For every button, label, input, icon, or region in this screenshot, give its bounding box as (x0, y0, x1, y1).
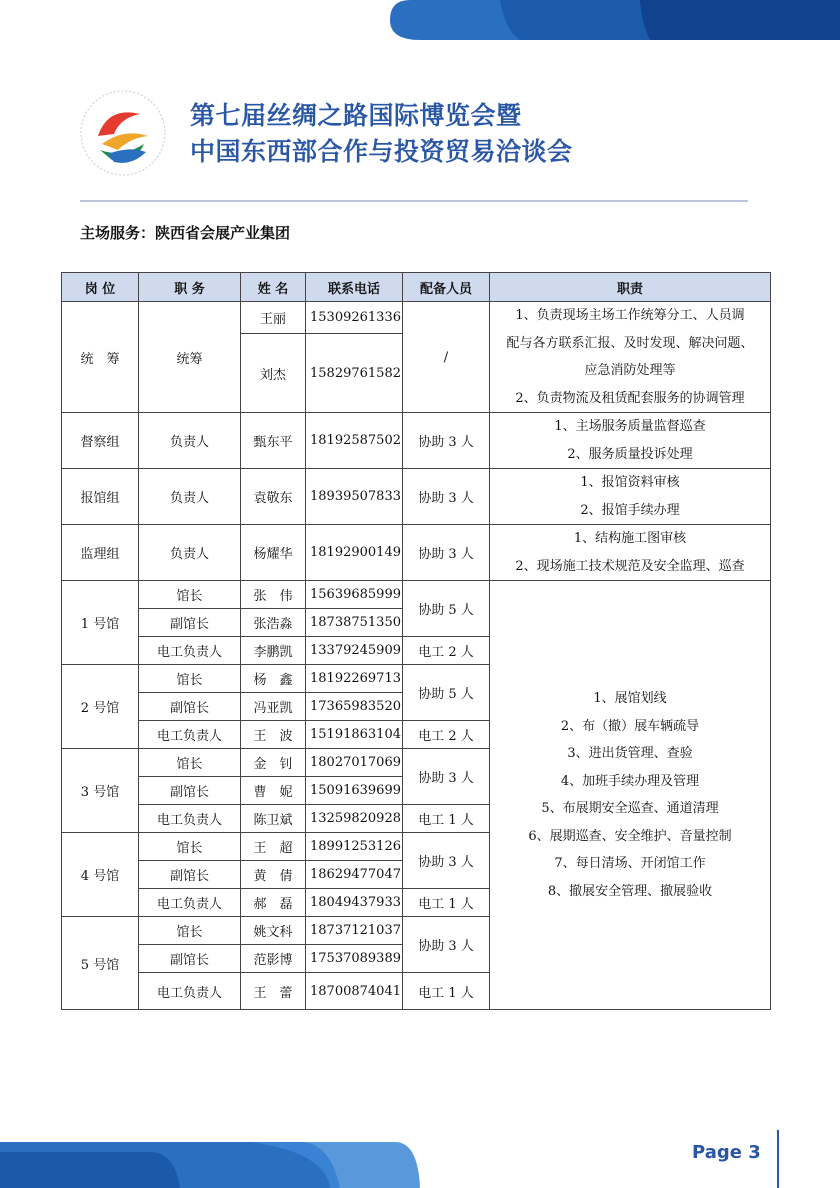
role-cell: 馆长 (139, 665, 241, 693)
duty-line: 1、展馆划线 (593, 691, 667, 706)
name-cell: 王 波 (241, 721, 306, 749)
duty-line: 应急消防处理等 (584, 363, 676, 378)
duty-line: 8、撤展安全管理、撤展验收 (547, 883, 713, 899)
phone-cell: 15091639699 (306, 777, 403, 805)
staff-cell: / (403, 302, 490, 413)
phone-cell: 13259820928 (306, 805, 403, 833)
phone-cell: 13379245909 (306, 637, 403, 665)
staff-cell: 协助 3 人 (403, 469, 490, 525)
staff-cell: 电工 1 人 (403, 805, 490, 833)
phone-cell: 18027017069 (306, 749, 403, 777)
name-cell: 张浩淼 (241, 609, 306, 637)
role-cell: 电工负责人 (139, 637, 241, 665)
staff-cell: 协助 3 人 (403, 749, 490, 805)
page-number: Page 3 (692, 1142, 761, 1163)
duty-line: 5、布展期安全巡查、通道清理 (541, 801, 719, 816)
phone-cell: 18192587502 (306, 413, 403, 469)
role-cell: 负责人 (139, 413, 241, 469)
duty-line: 1、主场服务质量监督巡查 (554, 419, 706, 434)
table-row (62, 525, 771, 581)
staff-table (61, 272, 771, 1010)
section-title: 主场服务：陕西省会展产业集团 (80, 224, 291, 242)
phone-cell: 17365983520 (306, 693, 403, 721)
name-cell: 范影博 (241, 945, 306, 973)
staff-cell: 协助 3 人 (403, 413, 490, 469)
phone-cell: 15309261336 (306, 302, 403, 334)
duties-cell (490, 469, 771, 525)
name-cell: 陈卫斌 (241, 805, 306, 833)
name-cell: 曹 妮 (241, 777, 306, 805)
duty-line: 1、负责现场主场工作统筹分工、人员调 (515, 308, 745, 323)
name-cell: 王丽 (241, 302, 306, 334)
duties-cell (490, 413, 771, 469)
post-cell: 监理组 (62, 525, 139, 581)
phone-cell: 18939507833 (306, 469, 403, 525)
duty-line: 1、报馆资料审核 (580, 475, 680, 490)
staff-cell: 协助 5 人 (403, 665, 490, 721)
post-cell: 督察组 (62, 413, 139, 469)
phone-cell: 18049437933 (306, 889, 403, 917)
role-cell: 副馆长 (139, 777, 241, 805)
col-header-duties: 职责 (490, 273, 771, 302)
col-header-role: 职 务 (139, 273, 241, 302)
duty-line: 4、加班手续办理及管理 (560, 773, 700, 789)
phone-cell: 18192269713 (306, 665, 403, 693)
name-cell: 杨 鑫 (241, 665, 306, 693)
top-decor-band (380, 0, 840, 40)
phone-cell: 18738751350 (306, 609, 403, 637)
bottom-decor-band (0, 1142, 420, 1188)
duty-line: 1、结构施工图审核 (573, 531, 687, 546)
duty-line: 2、服务质量投诉处理 (567, 446, 693, 462)
post-cell: 报馆组 (62, 469, 139, 525)
staff-cell: 电工 1 人 (403, 889, 490, 917)
silk-road-expo-logo (78, 88, 168, 178)
duty-line: 2、负责物流及租赁配套服务的协调管理 (515, 390, 745, 406)
role-cell: 副馆长 (139, 693, 241, 721)
post-cell: 5 号馆 (62, 917, 139, 1010)
duty-line: 3、进出货管理、查验 (567, 746, 693, 761)
name-cell: 杨耀华 (241, 525, 306, 581)
name-cell: 金 钊 (241, 749, 306, 777)
phone-cell: 18700874041 (306, 973, 403, 1010)
name-cell: 王 超 (241, 833, 306, 861)
name-cell: 郝 磊 (241, 889, 306, 917)
expo-title-line2: 中国东西部合作与投资贸易洽谈会 (190, 137, 573, 166)
post-cell: 统 筹 (62, 302, 139, 413)
table-row (62, 302, 771, 334)
expo-title (190, 98, 573, 170)
role-cell: 副馆长 (139, 609, 241, 637)
name-cell: 黄 倩 (241, 861, 306, 889)
post-cell: 2 号馆 (62, 665, 139, 749)
staff-cell: 协助 5 人 (403, 581, 490, 637)
role-cell: 统筹 (139, 302, 241, 413)
duty-line: 配与各方联系汇报、及时发现、解决问题、 (506, 335, 754, 351)
post-cell: 4 号馆 (62, 833, 139, 917)
role-cell: 副馆长 (139, 945, 241, 973)
duty-line: 2、布（撤）展车辆疏导 (560, 718, 700, 734)
role-cell: 馆长 (139, 917, 241, 945)
role-cell: 电工负责人 (139, 973, 241, 1010)
role-cell: 馆长 (139, 833, 241, 861)
phone-cell: 15191863104 (306, 721, 403, 749)
role-cell: 负责人 (139, 525, 241, 581)
staff-cell: 电工 2 人 (403, 637, 490, 665)
phone-cell: 18192900149 (306, 525, 403, 581)
col-header-staff: 配备人员 (403, 273, 490, 302)
name-cell: 姚文科 (241, 917, 306, 945)
col-header-name: 姓 名 (241, 273, 306, 302)
name-cell: 王 蕾 (241, 973, 306, 1010)
name-cell: 张 伟 (241, 581, 306, 609)
name-cell: 袁敬东 (241, 469, 306, 525)
role-cell: 副馆长 (139, 861, 241, 889)
header-divider (80, 200, 748, 202)
table-row (62, 413, 771, 469)
name-cell: 李鹏凯 (241, 637, 306, 665)
expo-title-line1: 第七届丝绸之路国际博览会暨 (190, 101, 522, 130)
table-row (62, 581, 771, 609)
duty-line: 7、每日清场、开闭馆工作 (554, 856, 706, 871)
role-cell: 电工负责人 (139, 805, 241, 833)
staff-cell: 协助 3 人 (403, 525, 490, 581)
role-cell: 馆长 (139, 581, 241, 609)
staff-cell: 电工 1 人 (403, 973, 490, 1010)
duty-line: 2、报馆手续办理 (580, 502, 680, 518)
phone-cell: 18629477047 (306, 861, 403, 889)
post-cell: 3 号馆 (62, 749, 139, 833)
staff-cell: 电工 2 人 (403, 721, 490, 749)
name-cell: 刘杰 (241, 334, 306, 413)
phone-cell: 18991253126 (306, 833, 403, 861)
phone-cell: 18737121037 (306, 917, 403, 945)
phone-cell: 17537089389 (306, 945, 403, 973)
duty-line: 2、现场施工技术规范及安全监理、巡查 (515, 558, 745, 574)
role-cell: 电工负责人 (139, 721, 241, 749)
page-number-divider (777, 1130, 779, 1188)
duties-cell (490, 302, 771, 413)
table-header-row (62, 273, 771, 302)
staff-cell: 协助 3 人 (403, 917, 490, 973)
role-cell: 馆长 (139, 749, 241, 777)
duties-cell (490, 525, 771, 581)
name-cell: 冯亚凯 (241, 693, 306, 721)
hall-duties-cell (490, 581, 771, 1010)
name-cell: 甄东平 (241, 413, 306, 469)
staff-cell: 协助 3 人 (403, 833, 490, 889)
col-header-phone: 联系电话 (306, 273, 403, 302)
col-header-post: 岗 位 (62, 273, 139, 302)
post-cell: 1 号馆 (62, 581, 139, 665)
table-row (62, 469, 771, 525)
duty-line: 6、展期巡查、安全维护、音量控制 (528, 828, 732, 844)
role-cell: 电工负责人 (139, 889, 241, 917)
phone-cell: 15829761582 (306, 334, 403, 413)
role-cell: 负责人 (139, 469, 241, 525)
phone-cell: 15639685999 (306, 581, 403, 609)
